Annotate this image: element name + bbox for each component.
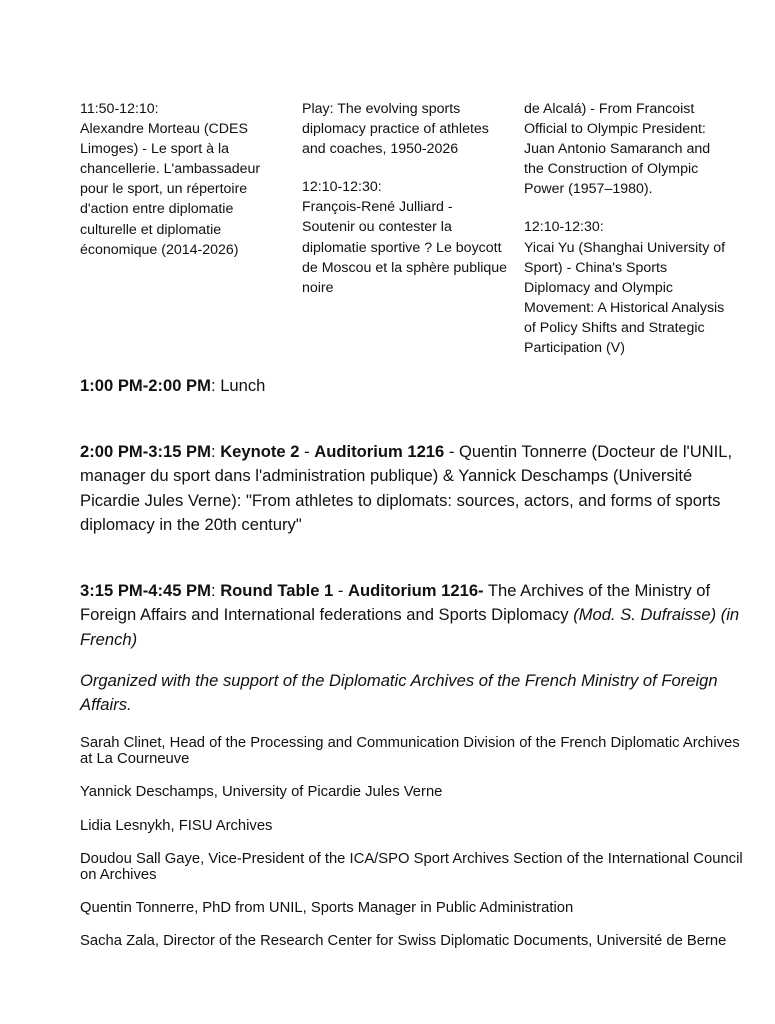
talk-entry: [302, 177, 508, 298]
round-table-time: 3:15 PM-4:45 PM: [80, 581, 211, 600]
lunch-paragraph: [80, 374, 740, 398]
keynote-paragraph: [80, 440, 740, 537]
talk-time: 12:10-12:30:: [302, 179, 382, 196]
talk-time: 12:10-12:30:: [524, 219, 604, 236]
talk-text: François-René Julliard - Soutenir ou contester la diplomatie sportive ? Le boycott de Moscou et la sphère publique noire: [302, 199, 508, 296]
keynote-room: Auditorium 1216: [314, 442, 445, 461]
participant: Doudou Sall Gaye, Vice-President of the ICA/SPO Sport Archives Section of the International Council on Archives: [80, 850, 743, 884]
keynote-dash: -: [299, 442, 315, 461]
keynote-time: 2:00 PM-3:15 PM: [80, 442, 211, 461]
talk-text: Alexandre Morteau (CDES Limoges) - Le sport à la chancellerie. L'ambassadeur pour le sport, un répertoire d'action entre diplomatie culturelle et diplomatie économique (2014-2026): [80, 121, 261, 258]
participant: Quentin Tonnerre, PhD from UNIL, Sports Manager in Public Administration: [80, 900, 574, 917]
participant: Sarah Clinet, Head of the Processing and Communication Division of the French Diplomatic Archives at La Courneuve: [80, 735, 740, 768]
participant: Lidia Lesnykh, FISU Archives: [80, 817, 273, 834]
participant: Sacha Zala, Director of the Research Center for Swiss Diplomatic Documents, Université de Berne: [80, 933, 727, 950]
talk-entry: [524, 99, 730, 199]
round-table-separator: :: [210, 581, 221, 600]
round-table-label: Round Table 1: [220, 581, 334, 600]
talk-entry: [524, 217, 730, 358]
lunch-text: Lunch: [220, 376, 266, 395]
talk-entry: [302, 99, 508, 159]
lunch-separator: :: [210, 376, 221, 395]
organized-note: [80, 669, 740, 718]
talk-text: de Alcalá) - From Francoist Official to Olympic President: Juan Antonio Samaranch and the Construction of Olympic Power (1957–1980).: [524, 101, 711, 198]
round-table-room: Auditorium 1216-: [348, 581, 484, 600]
keynote-section: [80, 440, 740, 537]
keynote-separator: :: [210, 442, 221, 461]
lunch-time: 1:00 PM-2:00 PM: [80, 376, 211, 395]
round-table-section: [80, 579, 740, 652]
round-table-note: (Mod. S. Dufraisse) (in French): [80, 605, 740, 649]
organized-text: Organized with the support of the Diplomatic Archives of the French Ministry of Foreign Affairs.: [80, 671, 718, 715]
talk-time: 11:50-12:10:: [80, 101, 159, 117]
column-1: [80, 99, 286, 278]
organized-section: [80, 669, 740, 718]
round-table-dash: -: [333, 581, 349, 600]
talk-text: Play: The evolving sports diplomacy practice of athletes and coaches, 1950-2026: [302, 101, 489, 158]
talk-text: Yicai Yu (Shanghai University of Sport) - China's Sports Diplomacy and Olympic Movement: A Historical Analysis of Policy Shifts and Strategic Participation (V): [524, 239, 726, 357]
participant: Yannick Deschamps, University of Picardie Jules Verne: [80, 784, 443, 801]
participants-list: [80, 735, 745, 967]
keynote-text: - Quentin Tonnerre (Docteur de l'UNIL, manager du sport dans l'administration publique) & Yannick Deschamps (Université Picardie Jules Verne): "From athletes to diplomats: sources, actors, and forms of sports diplomacy in the 20th century": [80, 442, 733, 534]
round-table-paragraph: [80, 579, 740, 652]
column-2: [302, 99, 508, 316]
lunch-section: [80, 374, 740, 398]
talk-entry: [80, 99, 286, 260]
keynote-label: Keynote 2: [220, 442, 300, 461]
column-3: [524, 99, 730, 376]
round-table-text: The Archives of the Ministry of Foreign Affairs and International federations and Sports Diplomacy: [80, 581, 711, 625]
